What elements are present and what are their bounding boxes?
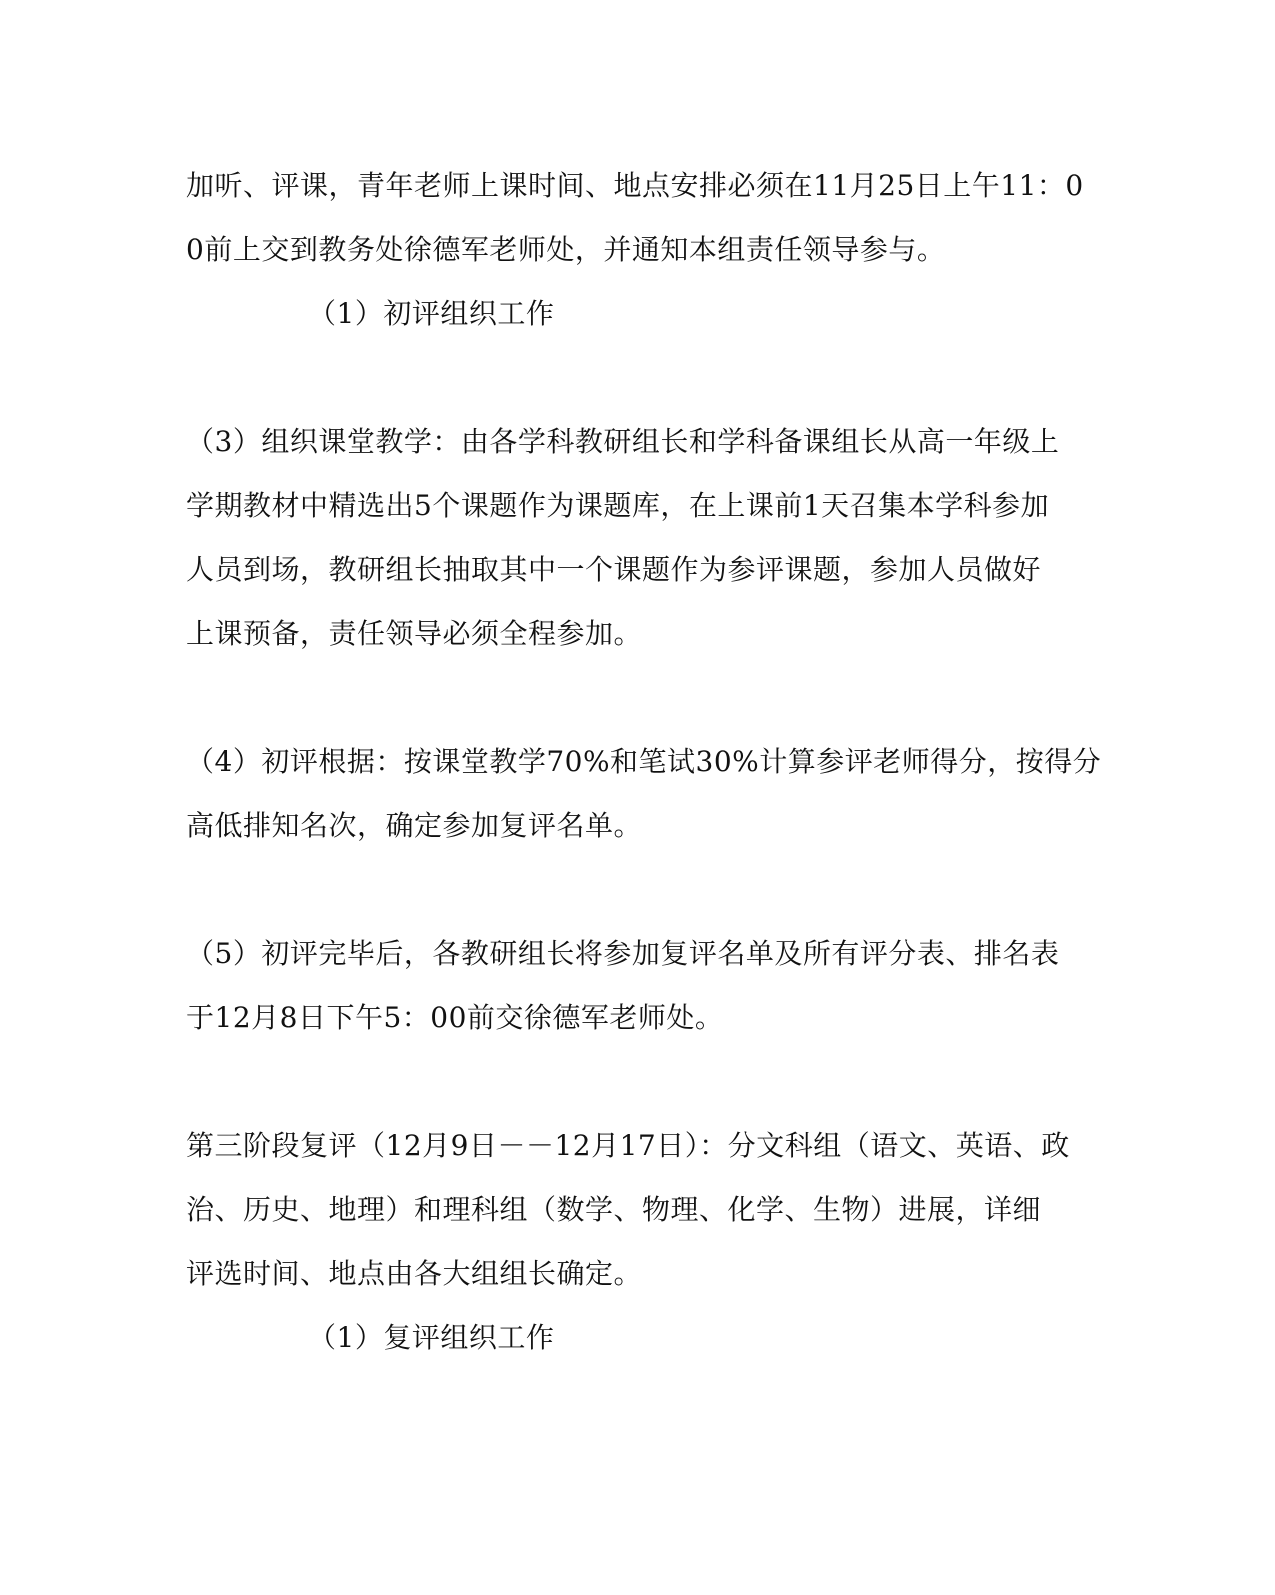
text-line: （3）组织课堂教学：由各学科教研组长和学科备课组长从高一年级上 [186, 425, 1060, 458]
text-line: 学期教材中精选出5个课题作为课题库，在上课前1天召集本学科参加 [186, 489, 1050, 522]
section-heading: （1）复评组织工作 [308, 1321, 555, 1354]
text-line: 0前上交到教务处徐德军老师处，并通知本组责任领导参与。 [186, 233, 946, 266]
text-line: 高低排知名次，确定参加复评名单。 [186, 809, 643, 842]
text-line: 于12月8日下午5：00前交徐德军老师处。 [186, 1001, 724, 1034]
section-heading: （1）初评组织工作 [308, 297, 555, 330]
text-line: 评选时间、地点由各大组组长确定。 [186, 1257, 643, 1290]
text-line: （5）初评完毕后，各教研组长将参加复评名单及所有评分表、排名表 [186, 937, 1060, 970]
text-line: 第三阶段复评（12月9日－－12月17日）：分文科组（语文、英语、政 [186, 1129, 1070, 1162]
text-line: 人员到场，教研组长抽取其中一个课题作为参评课题，参加人员做好 [186, 553, 1042, 586]
text-line: 治、历史、地理）和理科组（数学、物理、化学、生物）进展，详细 [186, 1193, 1042, 1226]
text-line: 加听、评课，青年老师上课时间、地点安排必须在11月25日上午11：0 [186, 169, 1084, 202]
text-line: （4）初评根据：按课堂教学70%和笔试30%计算参评老师得分，按得分 [186, 745, 1102, 778]
text-line: 上课预备，责任领导必须全程参加。 [186, 617, 643, 650]
